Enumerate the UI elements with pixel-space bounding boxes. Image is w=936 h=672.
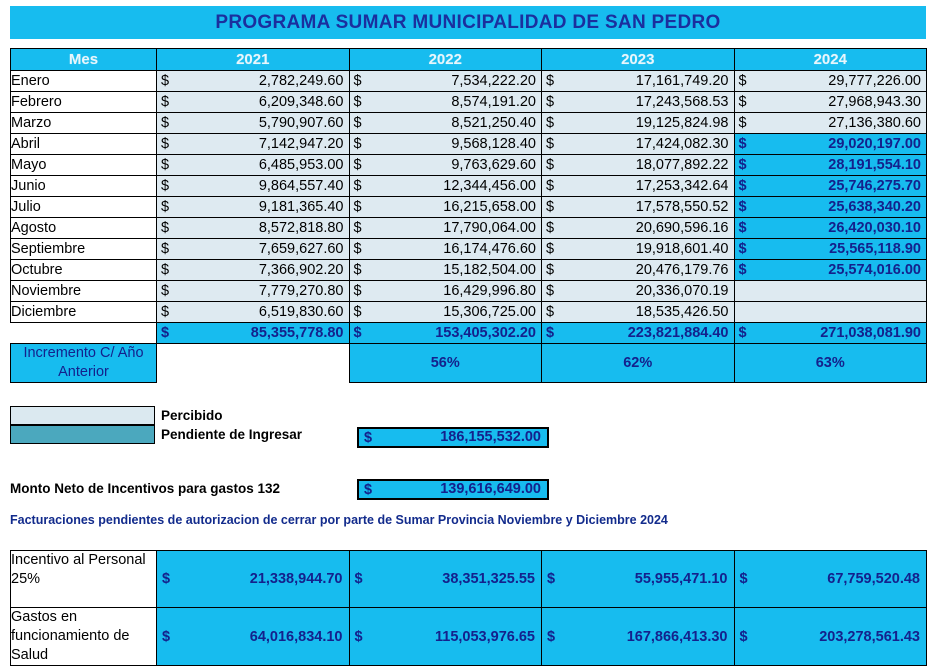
currency-symbol: $	[353, 220, 362, 236]
currency-symbol: $	[161, 136, 170, 152]
currency-symbol: $	[546, 136, 555, 152]
cell-2022[interactable]	[349, 239, 542, 260]
amount-value: 15,182,504.00	[443, 262, 536, 278]
currency-symbol: $	[161, 262, 170, 278]
cell-2022[interactable]	[349, 281, 542, 302]
amount-value: 17,253,342.64	[635, 178, 729, 194]
distribution-row-label: Incentivo al Personal 25%	[11, 551, 157, 608]
cell-2024[interactable]	[734, 302, 927, 323]
month-label: Junio	[11, 176, 157, 197]
currency-symbol: $	[546, 199, 555, 215]
table-row	[11, 302, 927, 323]
cell-2024[interactable]	[734, 239, 927, 260]
table-row	[11, 239, 927, 260]
distribution-cell-2024[interactable]	[734, 608, 927, 666]
month-label: Enero	[11, 71, 157, 92]
month-label: Septiembre	[11, 239, 157, 260]
amount-value: 25,565,118.90	[829, 241, 921, 257]
currency-symbol: $	[546, 157, 555, 173]
currency-symbol: $	[546, 241, 555, 257]
amount-value: 20,336,070.19	[635, 283, 729, 299]
amount-value: 55,955,471.10	[634, 571, 728, 587]
cell-2024[interactable]	[734, 218, 927, 239]
amount-value: 17,161,749.20	[635, 73, 729, 89]
month-label: Febrero	[11, 92, 157, 113]
currency-symbol: $	[547, 628, 556, 645]
table-row	[11, 260, 927, 281]
cell-2022[interactable]	[349, 302, 542, 323]
incremento-cell-2023[interactable]: 62%	[542, 344, 735, 383]
amount-value: 18,535,426.50	[635, 304, 729, 320]
amount-value: 25,638,340.20	[828, 199, 921, 215]
amount-value: 16,429,996.80	[443, 283, 536, 299]
cell-2023[interactable]	[542, 281, 735, 302]
month-label: Mayo	[11, 155, 157, 176]
month-label: Marzo	[11, 113, 157, 134]
currency-symbol: $	[161, 325, 170, 341]
amount-value: 17,790,064.00	[443, 220, 536, 236]
amount-value: 21,338,944.70	[249, 571, 343, 587]
monto-neto-value-box	[357, 479, 549, 500]
cell-2022[interactable]	[349, 155, 542, 176]
cell-2023[interactable]	[542, 197, 735, 218]
amount-value: 153,405,302.20	[435, 325, 536, 341]
amount-value: 271,038,081.90	[820, 325, 921, 341]
cell-2023[interactable]	[542, 218, 735, 239]
cell-2022[interactable]	[349, 218, 542, 239]
percibido-color-swatch	[10, 406, 155, 425]
currency-symbol: $	[738, 94, 747, 110]
cell-2021[interactable]	[157, 71, 350, 92]
currency-symbol: $	[546, 94, 555, 110]
table-row	[11, 176, 927, 197]
amount-value: 7,659,627.60	[258, 241, 344, 257]
currency-symbol: $	[161, 157, 170, 173]
cell-2022[interactable]	[349, 113, 542, 134]
currency-symbol: $	[546, 262, 555, 278]
total-cell-2024[interactable]	[734, 323, 927, 344]
currency-symbol: $	[353, 325, 362, 341]
table-row	[11, 281, 927, 302]
table-row	[11, 134, 927, 155]
currency-symbol: $	[161, 94, 170, 110]
amount-value: 27,968,943.30	[828, 94, 921, 110]
currency-symbol: $	[354, 571, 363, 587]
currency-symbol: $	[161, 115, 170, 131]
incremento-cell-2022[interactable]: 56%	[349, 344, 542, 383]
amount-value: 9,181,365.40	[258, 199, 344, 215]
currency-symbol: $	[738, 136, 747, 152]
amount-value: 8,572,818.80	[258, 220, 344, 236]
cell-2024[interactable]	[734, 197, 927, 218]
amount-value: 9,568,128.40	[451, 136, 536, 152]
legend-row-percibido	[10, 406, 302, 425]
cell-2024[interactable]	[734, 260, 927, 281]
percibido-label: Percibido	[161, 408, 223, 423]
cell-2021[interactable]	[157, 176, 350, 197]
pendiente-de-ingresar-amount: 186,155,532.00	[440, 429, 541, 445]
amount-value: 223,821,884.40	[627, 325, 729, 341]
cell-2023[interactable]	[542, 71, 735, 92]
cell-2022[interactable]	[349, 92, 542, 113]
month-label: Julio	[11, 197, 157, 218]
amount-value: 167,866,413.30	[626, 628, 728, 645]
currency-symbol: $	[353, 178, 362, 194]
currency-symbol: $	[161, 283, 170, 299]
yearly-revenue-table	[10, 48, 927, 383]
cell-2023[interactable]	[542, 134, 735, 155]
incremento-cell-2021[interactable]	[157, 344, 350, 383]
currency-symbol: $	[364, 429, 373, 446]
cell-2023[interactable]	[542, 155, 735, 176]
distribution-cell-2022[interactable]	[349, 608, 542, 666]
cell-2021[interactable]	[157, 113, 350, 134]
incremento-row	[11, 344, 927, 383]
month-label: Diciembre	[11, 302, 157, 323]
amount-value: 25,574,016.00	[828, 262, 921, 278]
cell-2024[interactable]	[734, 176, 927, 197]
currency-symbol: $	[353, 115, 362, 131]
month-label: Abril	[11, 134, 157, 155]
amount-value: 29,020,197.00	[828, 136, 921, 152]
cell-2021[interactable]	[157, 134, 350, 155]
distribution-table	[10, 550, 927, 666]
cell-2021[interactable]	[157, 302, 350, 323]
amount-value: 19,918,601.40	[635, 241, 729, 257]
amount-value: 8,521,250.40	[451, 115, 536, 131]
currency-symbol: $	[546, 325, 555, 341]
table-row	[11, 155, 927, 176]
amount-value: 5,790,907.60	[258, 115, 344, 131]
amount-value: 64,016,834.10	[249, 628, 343, 645]
currency-symbol: $	[738, 241, 747, 257]
table-body	[11, 71, 927, 383]
currency-symbol: $	[161, 220, 170, 236]
currency-symbol: $	[738, 157, 747, 173]
currency-symbol: $	[353, 283, 362, 299]
total-cell-2022[interactable]	[349, 323, 542, 344]
amount-value: 16,174,476.60	[443, 241, 536, 257]
pendiente-label: Pendiente de Ingresar	[161, 427, 303, 442]
cell-2022[interactable]	[349, 71, 542, 92]
incremento-label: Incremento C/ Año Anterior	[11, 344, 157, 383]
currency-symbol: $	[738, 115, 747, 131]
amount-value: 6,209,348.60	[258, 94, 344, 110]
column-header-2023[interactable]: 2023	[542, 49, 735, 71]
currency-symbol: $	[364, 481, 373, 498]
table-row	[11, 197, 927, 218]
currency-symbol: $	[738, 262, 747, 278]
monto-neto-label: Monto Neto de Incentivos para gastos 132	[10, 481, 281, 496]
currency-symbol: $	[546, 178, 555, 194]
distribution-row-label: Gastos en funcionamiento de Salud	[11, 608, 157, 666]
amount-value: 26,420,030.10	[828, 220, 921, 236]
currency-symbol: $	[161, 199, 170, 215]
month-label: Noviembre	[11, 281, 157, 302]
amount-value: 6,519,830.60	[258, 304, 344, 320]
amount-value: 67,759,520.48	[827, 571, 920, 587]
currency-symbol: $	[739, 628, 748, 645]
column-header-2022[interactable]: 2022	[349, 49, 542, 71]
amount-value: 15,306,725.00	[443, 304, 536, 320]
amount-value: 25,746,275.70	[828, 178, 921, 194]
amount-value: 18,077,892.22	[635, 157, 729, 173]
cell-2024[interactable]	[734, 92, 927, 113]
cell-2023[interactable]	[542, 92, 735, 113]
amount-value: 17,243,568.53	[635, 94, 729, 110]
legend-row-pendiente	[10, 425, 302, 444]
currency-symbol: $	[547, 571, 556, 587]
currency-symbol: $	[546, 73, 555, 89]
currency-symbol: $	[161, 304, 170, 320]
distribution-cell-2021[interactable]	[157, 608, 350, 666]
currency-symbol: $	[162, 628, 171, 645]
amount-value: 85,355,778.80	[250, 325, 344, 341]
cell-2021[interactable]	[157, 155, 350, 176]
amount-value: 16,215,658.00	[443, 199, 536, 215]
table-row	[11, 113, 927, 134]
currency-symbol: $	[739, 571, 748, 587]
currency-symbol: $	[161, 73, 170, 89]
amount-value: 27,136,380.60	[828, 115, 921, 131]
table-row	[11, 92, 927, 113]
cell-2024[interactable]	[734, 134, 927, 155]
currency-symbol: $	[353, 199, 362, 215]
amount-value: 2,782,249.60	[258, 73, 344, 89]
currency-symbol: $	[546, 304, 555, 320]
legend	[10, 406, 302, 444]
cell-2021[interactable]	[157, 92, 350, 113]
currency-symbol: $	[353, 73, 362, 89]
amount-value: 17,578,550.52	[635, 199, 729, 215]
distribution-cell-2022[interactable]	[349, 551, 542, 608]
currency-symbol: $	[546, 220, 555, 236]
cell-2022[interactable]	[349, 197, 542, 218]
amount-value: 17,424,082.30	[635, 136, 729, 152]
cell-2023[interactable]	[542, 260, 735, 281]
amount-value: 7,142,947.20	[258, 136, 344, 152]
amount-value: 7,779,270.80	[258, 283, 344, 299]
amount-value: 6,485,953.00	[258, 157, 344, 173]
amount-value: 19,125,824.98	[635, 115, 729, 131]
currency-symbol: $	[738, 178, 747, 194]
amount-value: 203,278,561.43	[819, 628, 920, 645]
table-row	[11, 218, 927, 239]
incremento-cell-2024[interactable]: 63%	[734, 344, 927, 383]
cell-2022[interactable]	[349, 134, 542, 155]
cell-2022[interactable]	[349, 260, 542, 281]
month-label: Agosto	[11, 218, 157, 239]
column-header-2021[interactable]: 2021	[157, 49, 350, 71]
currency-symbol: $	[738, 220, 747, 236]
amount-value: 9,864,557.40	[258, 178, 344, 194]
currency-symbol: $	[738, 199, 747, 215]
totals-row	[11, 323, 927, 344]
column-header-2024[interactable]: 2024	[734, 49, 927, 71]
page-title-banner	[10, 6, 926, 39]
currency-symbol: $	[353, 241, 362, 257]
currency-symbol: $	[162, 571, 171, 587]
monto-neto-amount: 139,616,649.00	[440, 481, 541, 497]
currency-symbol: $	[738, 325, 747, 341]
amount-value: 28,191,554.10	[828, 157, 921, 173]
amount-value: 115,053,976.65	[435, 628, 535, 645]
currency-symbol: $	[353, 262, 362, 278]
currency-symbol: $	[546, 115, 555, 131]
amount-value: 7,534,222.20	[451, 73, 536, 89]
distribution-cell-2023[interactable]	[542, 551, 735, 608]
pending-authorization-note: Facturaciones pendientes de autorizacion de cerrar por parte de Sumar Provincia Noviembre y Diciembre 2024	[10, 513, 668, 527]
amount-value: 20,476,179.76	[635, 262, 729, 278]
currency-symbol: $	[354, 628, 363, 645]
currency-symbol: $	[353, 304, 362, 320]
distribution-table-body	[11, 551, 927, 666]
currency-symbol: $	[546, 283, 555, 299]
currency-symbol: $	[738, 73, 747, 89]
currency-symbol: $	[353, 94, 362, 110]
cell-2024[interactable]	[734, 155, 927, 176]
cell-2021[interactable]	[157, 281, 350, 302]
table-row	[11, 71, 927, 92]
amount-value: 29,777,226.00	[828, 73, 921, 89]
cell-2022[interactable]	[349, 176, 542, 197]
distribution-cell-2024[interactable]	[734, 551, 927, 608]
cell-2021[interactable]	[157, 239, 350, 260]
totals-row-blank-label	[11, 323, 157, 344]
pendiente-color-swatch	[10, 425, 155, 444]
distribution-cell-2021[interactable]	[157, 551, 350, 608]
page-title: PROGRAMA SUMAR MUNICIPALIDAD DE SAN PEDRO	[215, 11, 721, 33]
cell-2024[interactable]	[734, 71, 927, 92]
total-cell-2023[interactable]	[542, 323, 735, 344]
distribution-cell-2023[interactable]	[542, 608, 735, 666]
amount-value: 20,690,596.16	[635, 220, 729, 236]
column-header-mes[interactable]: Mes	[11, 49, 157, 71]
amount-value: 7,366,902.20	[258, 262, 344, 278]
distribution-row	[11, 608, 927, 666]
currency-symbol: $	[353, 136, 362, 152]
cell-2024[interactable]	[734, 281, 927, 302]
amount-value: 9,763,629.60	[451, 157, 536, 173]
month-label: Octubre	[11, 260, 157, 281]
total-cell-2021[interactable]	[157, 323, 350, 344]
cell-2021[interactable]	[157, 260, 350, 281]
cell-2024[interactable]	[734, 113, 927, 134]
cell-2023[interactable]	[542, 239, 735, 260]
cell-2023[interactable]	[542, 176, 735, 197]
amount-value: 8,574,191.20	[451, 94, 536, 110]
currency-symbol: $	[161, 178, 170, 194]
amount-value: 12,344,456.00	[443, 178, 536, 194]
cell-2021[interactable]	[157, 197, 350, 218]
amount-value: 38,351,325.55	[442, 571, 535, 587]
cell-2021[interactable]	[157, 218, 350, 239]
cell-2023[interactable]	[542, 113, 735, 134]
currency-symbol: $	[353, 157, 362, 173]
table-header-row	[11, 49, 927, 71]
currency-symbol: $	[161, 241, 170, 257]
pendiente-de-ingresar-value-box	[357, 427, 549, 448]
cell-2023[interactable]	[542, 302, 735, 323]
distribution-row	[11, 551, 927, 608]
